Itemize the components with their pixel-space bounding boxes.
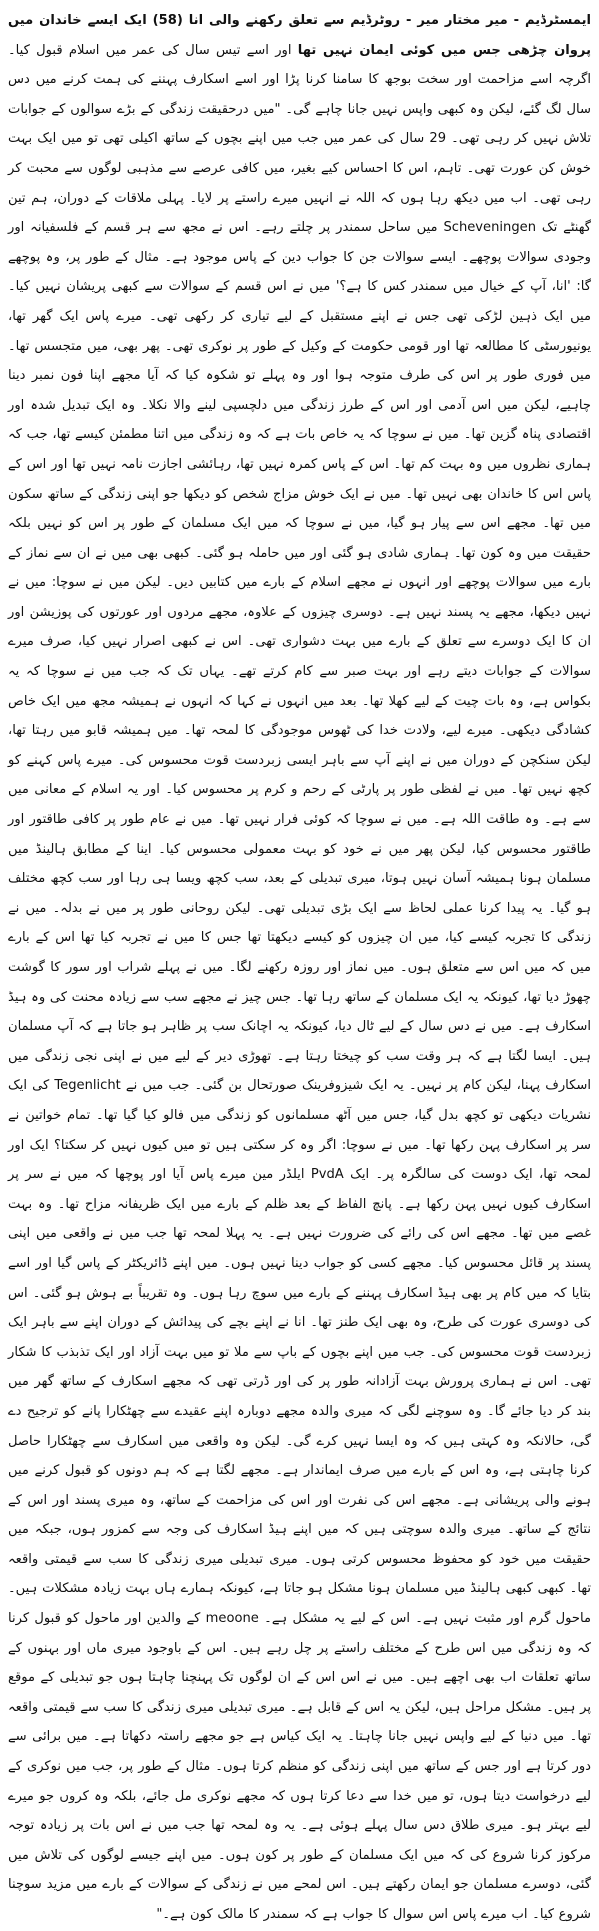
article-headline: ایمسٹرڈیم - میر مختار میر - روٹرڈیم سے تعلق رکھنے والی انا (58) ایک ایسے خاندان میں پروان چڑھی جس میں کوئی ایمان نہیں تھا xyxy=(8,13,591,58)
article-body: اور اسے تیس سال کی عمر میں اسلام قبول کیا۔ اگرچہ اسے مزاحمت اور سخت بوجھ کا سامنا کرنا پڑا اور اسے اسکارف پہننے کی ہمت کرنے میں دس سال لگ گئے، لیکن وہ کبھی واپس نہیں جانا چاہے گی۔ "میں درحقیقت زندگی کے بڑے سوالوں کے جوابات تلاش نہیں کر رہی تھی۔ 29 سال کی عمر میں جب میں اپنے بچوں کے ساتھ اکیلی تھی تو میں ایک بہت خوش کن عورت تھی۔ تاہم، اس کا احساس کیے بغیر، میں کافی عرصے سے مذہبی لوگوں سے محبت کر رہی تھی۔ اب میں دیکھ رہا ہوں کہ اللہ نے انہیں میرے راستے پر لایا۔ پہلی ملاقات کے دوران، ہم تین گھنٹے تک Scheveningen میں ساحل سمندر پر چلتے رہے۔ اس نے مجھ سے ہر قسم کے فلسفیانہ اور وجودی سوالات پوچھے۔ ایسے سوالات جن کا جواب دین کے پاس موجود ہے۔ مثال کے طور پر، وہ پوچھے گا: 'انا، آپ کے خیال میں سمندر کس کا ہے؟' میں نے اس قسم کے سوالات سے کبھی پریشان نہیں کیا۔ میں ایک ذہین لڑکی تھی جس نے اپنے مستقبل کے لیے تیاری کر رکھی تھی۔ میرے پاس ایک گھر تھا، یونیورسٹی کا مطالعہ تھا اور قومی حکومت کے وکیل کے طور پر نوکری تھی۔ پھر بھی، میں متجسس تھا۔ میں فوری طور پر اس کی طرف متوجہ ہوا اور وہ پہلے تو شکوہ کیا کہ آیا مجھے اپنا فون نمبر دینا چاہیے، لیکن میں اس آدمی اور اس کے طرز زندگی میں دلچسپی لینے والا نکلا۔ وہ ایک تبدیل شدہ اور اقتصادی پناہ گزین تھا۔ میں نے سوچا کہ یہ خاص بات ہے کہ وہ زندگی میں اتنا مطمئن کیسے تھا، جب کہ ہماری نظروں میں وہ بہت کم تھا۔ اس کے پاس کمرہ نہیں تھا، رہائشی اجازت نامہ نہیں تھا اور اس کے پاس اس کا خاندان بھی نہیں تھا۔ میں نے ایک خوش مزاج شخص کو دیکھا جو اپنی زندگی کے ساتھ سکون میں تھا۔ مجھے اس سے پیار ہو گیا، میں نے سوچا کہ میں ایک مسلمان کے طور پر اس کو نہیں بلکہ حقیقت میں وہ کون تھا۔ ہماری شادی ہو گئی اور میں حاملہ ہو گئی۔ کبھی بھی میں نے ان سے نماز کے بارے میں سوالات پوچھے اور انہوں نے مجھے اسلام کے بارے میں کتابیں دیں۔ لیکن میں نے سوچا: میں نے نہیں دیکھا، مجھے یہ پسند نہیں ہے۔ دوسری چیزوں کے علاوہ، مجھے مردوں اور عورتوں کی پوزیشن اور ان کا ایک دوسرے سے تعلق کے بارے میں بہت دشواری تھی۔ اس نے کبھی اصرار نہیں کیا، صرف میرے سوالات کے جوابات دیتے رہے اور بہت صبر سے کام کرتے تھے۔ یہاں تک کہ جب میں نے سوچا کہ یہ بکواس ہے، وہ بات چیت کے لیے کھلا تھا۔ بعد میں انہوں نے کہا کہ انہوں نے ہمیشہ مجھ میں ایک خاص کشادگی دیکھی۔ میرے لیے، ولادت خدا کی ٹھوس موجودگی کا لمحہ تھا۔ میں ہمیشہ قابو میں رہتا تھا، لیکن سنکچن کے دوران میں نے اپنے آپ سے باہر ایسی زبردست قوت محسوس کی۔ میرے پاس کہنے کو کچھ نہیں تھا۔ میں نے لفظی طور پر پارٹی کے رحم و کرم پر محسوس کیا۔ اور یہ اسلام کے معانی میں سے ہے۔ وہ طاقت اللہ ہے۔ میں نے سوچا کہ کوئی فرار نہیں تھا۔ میں نے عام طور پر کافی طاقتور اور طاقتور محسوس کیا، لیکن پھر میں نے خود کو بہت معمولی محسوس کیا۔ اینا کے مطابق ہالینڈ میں مسلمان ہونا ہمیشہ آسان نہیں ہوتا، میری تبدیلی کے بعد، سب کچھ ویسا ہی رہا اور سب کچھ مختلف ہو گیا۔ یہ پیدا کرنا عملی لحاظ سے ایک بڑی تبدیلی تھی۔ لیکن روحانی طور پر میں نے بدلہ۔ میں نے زندگی کا تجربہ کیسے کیا، میں ان چیزوں کو کیسے دیکھتا تھا جس کا میں نے تجربہ کیا تھا اس کے بارے میں کہ میں اس سے متعلق ہوں۔ میں نماز اور روزہ رکھنے لگا۔ میں نے پہلے شراب اور سور کا گوشت چھوڑ دیا تھا، کیونکہ یہ ایک مسلمان کے ساتھ رہا تھا۔ جس چیز نے مجھے سب سے زیادہ محنت کی وہ ہیڈ اسکارف ہے۔ میں نے دس سال کے لیے ٹال دیا، کیونکہ یہ اچانک سب پر ظاہر ہو جاتا ہے کہ آپ مسلمان ہیں۔ ایسا لگتا ہے کہ ہر وقت سب کو چیختا رہتا ہے۔ تھوڑی دیر کے لیے میں نے اپنی نجی زندگی میں اسکارف پہنا، لیکن کام پر نہیں۔ یہ ایک شیزوفرینک صورتحال بن گئی۔ جب میں نے Tegenlicht کی ایک نشریات دیکھی تو کچھ بدل گیا، جس میں آٹھ مسلمانوں کو زندگی میں فالو کیا گیا تھا۔ تمام خواتین نے سر پر اسکارف پہن رکھا تھا۔ میں نے سوچا: اگر وہ کر سکتی ہیں تو میں کیوں نہیں کر سکتا؟ ایک اور لمحہ تھا، ایک دوست کی سالگرہ پر۔ ایک PvdA ایلڈر مین میرے پاس آیا اور پوچھا کہ میں نے سر پر اسکارف کیوں نہیں پہن رکھا ہے۔ پانچ الفاظ کے بعد ظلم کے بارے میں ایک ظریفانہ مزاح تھا۔ وہ بہت غصے میں تھا۔ مجھے اس کی رائے کی ضرورت نہیں ہے۔ یہ پہلا لمحہ تھا جب میں نے واقعی میں اپنی پسند پر قائل محسوس کیا۔ مجھے کسی کو جواب دینا نہیں ہوں۔ میں اپنے ڈائریکٹر کے پاس گیا اور اسے بتایا کہ میں کام پر بھی ہیڈ اسکارف پہننے کے بارے میں سوچ رہا ہوں۔ وہ تقریباً بے ہوش ہو گئی۔ اس کی دوسری عورت کی طرح، وہ بھی ایک طنز تھا۔ انا نے اپنے بچے کی پیدائش کے دوران اپنے سے باہر ایک زبردست قوت محسوس کی۔ جب میں اپنے بچوں کے باپ سے ملا تو میں بہت آزاد اور ایک تذبذب کا شکار تھی۔ اس نے ہماری پرورش بہت آزادانہ طور پر کی اور ڈرتی تھی کہ مجھے اسکارف کے ساتھ گھر میں بند کر دیا جائے گا۔ وہ سوچنے لگی کہ میری والدہ مجھے دوبارہ اپنے عقیدے سے چھٹکارا پانے کو ترجیح دے گی، حالانکہ وہ کہتی ہیں کہ وہ ایسا نہیں کرے گی۔ لیکن وہ واقعی میں اسکارف سے چھٹکارا حاصل کرنا چاہتی ہے، وہ اس کے بارے میں صرف ایماندار ہے۔ مجھے لگتا ہے کہ ہم دونوں کو قبول کرنے میں ہونے والی پریشانی ہے۔ مجھے اس کی نفرت اور اس کی مزاحمت کے ساتھ، وہ میری پسند اور اس کے نتائج کے ساتھ۔ میری والدہ سوچتی ہیں کہ میں اپنے ہیڈ اسکارف کی وجہ سے کمزور ہوں، جبکہ میں حقیقت میں خود کو محفوظ محسوس کرتی ہوں۔ میری تبدیلی میری زندگی کا سب سے قیمتی واقعہ تھا۔ کبھی کبھی ہالینڈ میں مسلمان ہونا مشکل ہو جاتا ہے، کیونکہ ہمارے ہاں بہت زیادہ مشکلات ہیں۔ ماحول گرم اور مثبت نہیں ہے۔ اس کے لیے یہ مشکل ہے۔ meoone کے والدین اور ماحول کو قبول کرنا کہ وہ زندگی میں اس طرح کے مختلف راستے پر چل رہے ہیں۔ اس کے باوجود میری ماں اور بہنوں کے ساتھ تعلقات اب بھی اچھے ہیں۔ میں نے اس اس کے ان لوگوں تک پہنچنا چاہتا ہوں جو تبدیلی کے موقع پر ہیں۔ مشکل مراحل ہیں، لیکن یہ اس کے قابل ہے۔ میری تبدیلی میری زندگی کا سب سے قیمتی واقعہ تھا۔ میں دنیا کے لیے واپس نہیں جانا چاہتا۔ یہ ایک کیاس ہے جو مجھے راستہ دکھاتا ہے۔ میں برائی سے دور کرتا ہے اور جس کے ساتھ میں اپنی زندگی کو منظم کرتا ہوں۔ مثال کے طور پر، جب میں نوکری کے لیے درخواست دیتا ہوں، تو میں خدا سے دعا کرتا ہوں کہ مجھے نوکری مل جائے، بلکہ وہ کروں جو میرے لیے بہتر ہو۔ میری طلاق دس سال پہلے ہوئی ہے۔ یہ وہ لمحہ تھا جب میں نے اس بات پر زیادہ توجہ مرکوز کرنا شروع کی کہ میں ایک مسلمان کے طور پر کون ہوں۔ میں اپنے جیسے لوگوں کی تلاش میں گئی، دوسرے مسلمان جو ایمان رکھتے ہیں۔ اس لمحے میں نے زندگی کے سوالات کے بارے میں مزید سوچنا شروع کیا۔ اب میرے پاس اس سوال کا جواب ہے کہ سمندر کا مالک کون ہے۔" xyxy=(8,42,592,1922)
article-text xyxy=(8,6,591,1930)
